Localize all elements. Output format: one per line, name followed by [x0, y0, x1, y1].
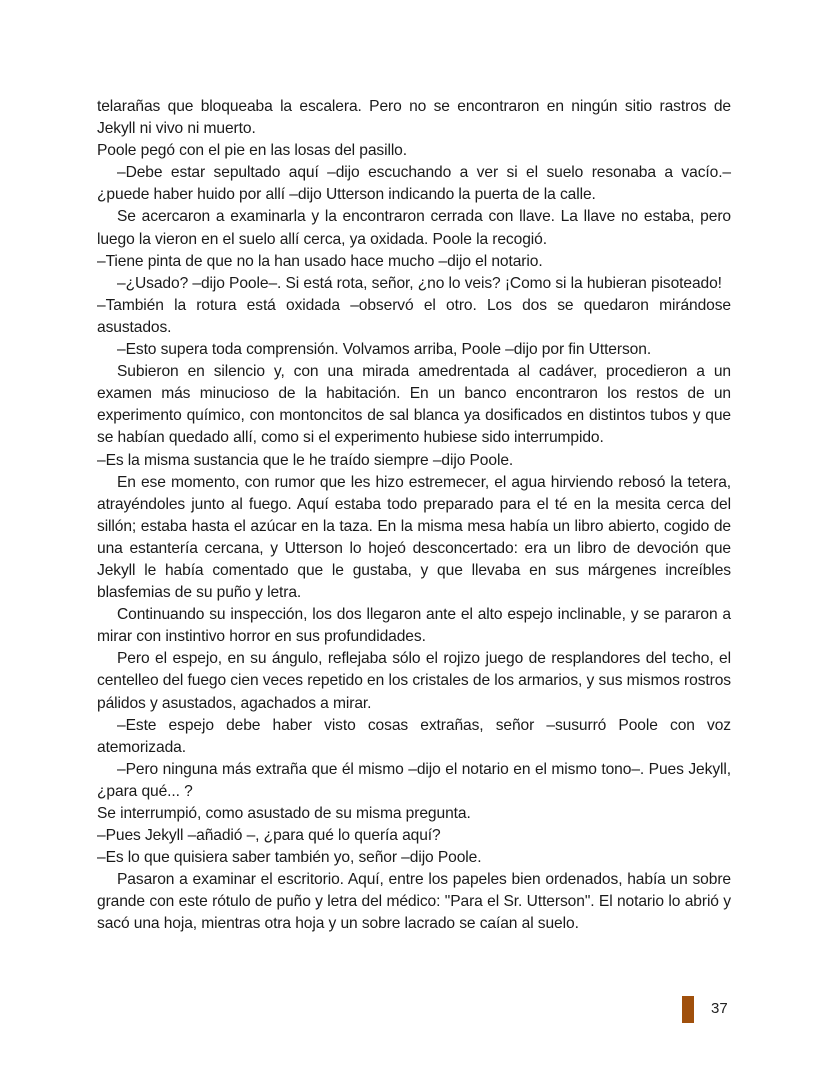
paragraph: –Tiene pinta de que no la han usado hace mucho –dijo el notario.: [97, 252, 543, 270]
paragraph: Pasaron a examinar el escritorio. Aquí, entre los papeles bien ordenados, había un sobre grande con este rótulo de puño y letra del médico: "Para el Sr. Utterson". El notario lo abrió y sacó una hoja, mientras otra hoja y un sobre lacrado se caían al suelo.: [97, 871, 731, 933]
body-text: [97, 96, 731, 936]
paragraph: Continuando su inspección, los dos llegaron ante el alto espejo inclinable, y se pararon a mirar con instintivo horror en sus profundidades.: [97, 606, 731, 646]
paragraph: –Pues Jekyll –añadió –, ¿para qué lo quería aquí?: [97, 827, 441, 845]
paragraph: Poole pegó con el pie en las losas del pasillo.: [97, 142, 407, 160]
paragraph: –También la rotura está oxidada –observó el otro. Los dos se quedaron mirándose asustados.: [97, 296, 731, 336]
paragraph: Subieron en silencio y, con una mirada amedrentada al cadáver, procedieron a un examen más minucioso de la habitación. En un banco encontraron los restos de un experimento químico, con montoncitos de sal blanca ya dosificados en distintos tubos y que se habían quedado allí, como si el experimento hubiese sido interrumpido.: [97, 363, 731, 447]
paragraph: –Este espejo debe haber visto cosas extrañas, señor –susurró Poole con voz atemorizada.: [97, 716, 731, 756]
paragraph: Se interrumpió, como asustado de su misma pregunta.: [97, 805, 471, 822]
paragraph: En ese momento, con rumor que les hizo estremecer, el agua hirviendo rebosó la tetera, atrayéndoles junto al fuego. Aquí estaba todo preparado para el té en la mesita cerca del sillón; estaba hasta el azúcar en la taza. En la misma mesa había un libro abierto, cogido de una estantería cercana, y Utterson lo hojeó desconcertado: era un libro de devoción que Jekyll le había comentado que le gustaba, y que llevaba en sus márgenes increíbles blasfemias de su puño y letra.: [97, 473, 731, 602]
paragraph: –Esto supera toda comprensión. Volvamos arriba, Poole –dijo por fin Utterson.: [117, 341, 652, 359]
paragraph: –Debe estar sepultado aquí –dijo escuchando a ver si el suelo resonaba a vacío.– ¿puede haber huido por allí –dijo Utterson indicando la puerta de la calle.: [97, 164, 731, 204]
paragraph: Se acercaron a examinarla y la encontraron cerrada con llave. La llave no estaba, pero luego la vieron en el suelo allí cerca, ya oxidada. Poole la recogió.: [97, 208, 731, 248]
paragraph: –Pero ninguna más extraña que él mismo –dijo el notario en el mismo tono–. Pues Jekyll, ¿para qué... ?: [97, 760, 731, 800]
paragraph: Pero el espejo, en su ángulo, reflejaba sólo el rojizo juego de resplandores del techo, el centelleo del fuego cien veces repetido en los cristales de los armarios, y sus mismos rostros pálidos y asustados, agachados a mirar.: [97, 650, 731, 712]
paragraph: –Es la misma sustancia que le he traído siempre –dijo Poole.: [97, 451, 514, 469]
paragraph: –Es lo que quisiera saber también yo, señor –dijo Poole.: [97, 849, 482, 867]
paragraph: telarañas que bloqueaba la escalera. Pero no se encontraron en ningún sitio rastros de Jekyll ni vivo ni muerto.: [97, 98, 731, 138]
page-number: 37: [711, 1000, 728, 1017]
page-marker-bar: [682, 996, 694, 1023]
paragraph: –¿Usado? –dijo Poole–. Si está rota, señor, ¿no lo veis? ¡Como si la hubieran pisoteado!: [117, 274, 722, 292]
